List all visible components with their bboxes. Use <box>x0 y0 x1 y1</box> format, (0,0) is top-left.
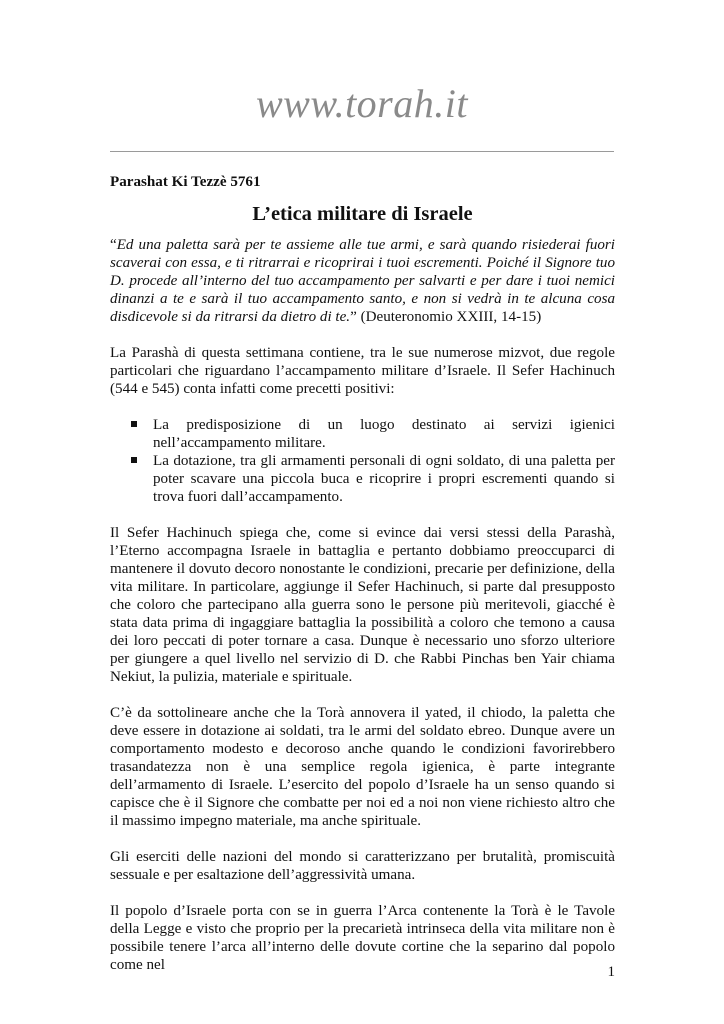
body-paragraph: C’è da sottolineare anche che la Torà annovera il yated, il chiodo, la paletta che deve essere in dotazione ai soldati, tra le armi del soldato ebreo. Dunque avere un comportamento modesto e decoroso anche quando le condizioni favorirebbero trasandatezza non è una semplice regola igienica, è parte integrante dell’armamento di Israele. L’esercito del popolo d’Israele ha un senso quando si capisce che è il Signore che combatte per noi ed a noi non viene richiesto altro che il massimo impegno materiale, ma anche spirituale. <box>110 705 615 829</box>
quote-open-mark: “ <box>110 237 117 253</box>
body-paragraph: Il popolo d’Israele porta con se in guerra l’Arca contenente la Torà è le Tavole della Legge e visto che proprio per la precarietà intrinseca della vita militare non è possibile tenere l’arca all’interno delle dovute cortine che la separino dal popolo come nel <box>110 903 615 973</box>
body-paragraph: Gli eserciti delle nazioni del mondo si caratterizzano per brutalità, promiscuità sessuale e per esaltazione dell’aggressività umana. <box>110 849 615 883</box>
quote-close-mark: ” <box>350 309 357 325</box>
article-title: L’etica militare di Israele <box>252 203 473 225</box>
page-number: 1 <box>607 964 615 980</box>
square-bullet-icon <box>131 421 137 427</box>
quote-text: Ed una paletta sarà per te assieme alle tue armi, e sarà quando risiederai fuori scaverai con essa, e ti ritrarrai e ricoprirai i tuoi escrementi. Poiché il Signore tuo D. procede all’interno del tuo accampamento per salvarti e per dare i tuoi nemici dinanzi a te e sarà il tuo accampamento santo, e non si vedrà in te alcuna cosa disdicevole si da ritrarsi da dietro di te. <box>110 237 615 325</box>
precepts-list <box>110 416 615 506</box>
quote-citation: (Deuteronomio XXIII, 14-15) <box>356 309 542 325</box>
list-item <box>110 452 615 506</box>
square-bullet-icon <box>131 457 137 463</box>
document-body <box>110 173 615 992</box>
body-paragraph: Il Sefer Hachinuch spiega che, come si evince dai versi stessi della Parashà, l’Eterno accompagna Israele in battaglia e pertanto dobbiamo preoccuparci di mantenere il dovuto decoro nonostante le condizioni, precarie per definizione, della vita militare. In particolare, aggiunge il Sefer Hachinuch, si parte dal presupposto che coloro che partecipano alla guerra sono le persone più meritevoli, giacché è stata data prima di ingaggiare battaglia la possibilità a coloro che temono a causa dei loro peccati di poter tornare a casa. Dunque è necessario uno sforzo ulteriore per giungere a quel livello nel servizio di D. che Rabbi Pinchas ben Yair chiama Nekiut, la pulizia, materiale e spirituale. <box>110 525 615 685</box>
list-item-text: La predisposizione di un luogo destinato ai servizi igienici nell’accampamento militare. <box>153 417 615 451</box>
parashah-title: Parashat Ki Tezzè 5761 <box>110 174 261 190</box>
header-divider <box>110 151 614 152</box>
intro-paragraph: La Parashà di questa settimana contiene, tra le sue numerose mizvot, due regole particolari che riguardano l’accampamento militare d’Israele. Il Sefer Hachinuch (544 e 545) conta infatti come precetti positivi: <box>110 345 615 397</box>
opening-quote <box>110 236 615 326</box>
list-item-text: La dotazione, tra gli armamenti personali di ogni soldato, di una paletta per poter scavare una piccola buca e ricoprire i propri escrementi quando si trova fuori dall’accampamento. <box>153 453 615 505</box>
site-header-logo: www.torah.it <box>256 81 468 126</box>
list-item <box>110 416 615 452</box>
